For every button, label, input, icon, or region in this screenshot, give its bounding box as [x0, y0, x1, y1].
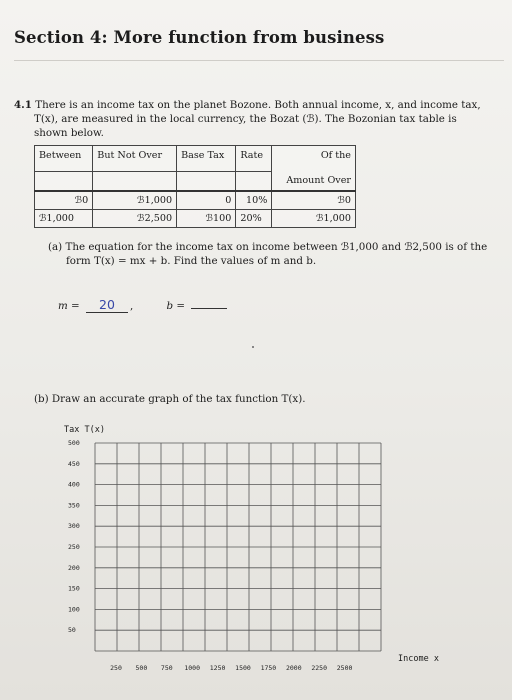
x-tick-label: 1250: [209, 664, 226, 672]
table-cell: ℬ0: [35, 191, 93, 210]
y-tick-label: 300: [68, 522, 80, 531]
x-tick-label: 2000: [285, 664, 302, 672]
x-tick-label: 2250: [311, 664, 328, 672]
question-text-2: T(x), are measured in the local currency, the Bozat (ℬ). The Bozonian tax table is: [34, 113, 457, 125]
y-tick-label: 100: [68, 605, 80, 614]
question-number: 4.1: [14, 99, 32, 111]
table-cell: ℬ0: [272, 191, 356, 210]
x-tick-label: 750: [160, 664, 173, 672]
section-title: Section 4: More function from business: [14, 28, 385, 47]
y-tick-label: 450: [68, 459, 80, 468]
x-axis-label: Income x: [398, 654, 439, 664]
part-b-text: (b) Draw an accurate graph of the tax function T(x).: [34, 393, 306, 405]
table-cell: ℬ100: [177, 210, 236, 228]
table-cell: 0: [177, 191, 236, 210]
question-text-1: There is an income tax on the planet Bozone. Both annual income, x, and income tax,: [35, 99, 481, 111]
y-axis-label: Tax T(x): [64, 425, 105, 435]
b-label: b =: [166, 300, 186, 312]
table-cell: 20%: [236, 210, 272, 228]
part-a-line-2: form T(x) = mx + b. Find the values of m and b.: [66, 255, 317, 267]
y-tick-label: 500: [68, 439, 80, 447]
x-tick-label: 1750: [260, 664, 277, 672]
x-tick-label: 2500: [336, 664, 353, 672]
question-text-3: shown below.: [34, 127, 104, 139]
table-cell: ℬ2,500: [93, 210, 177, 228]
y-tick-label: 400: [68, 480, 80, 489]
header-of-the: Of the: [272, 146, 356, 172]
y-tick-label: 150: [68, 584, 80, 593]
table-cell: ℬ1,000: [272, 210, 356, 228]
m-label: m =: [58, 300, 80, 312]
y-tick-label: 50: [68, 626, 76, 635]
y-tick-label: 200: [68, 563, 80, 572]
header-but-not-over: But Not Over: [93, 146, 177, 172]
header-base-tax: Base Tax: [177, 146, 236, 172]
x-tick-label: 500: [135, 664, 148, 672]
table-cell: ℬ1,000: [35, 210, 93, 228]
table-cell: ℬ1,000: [93, 191, 177, 210]
x-tick-label: 1500: [235, 664, 251, 672]
header-amount-over: Amount Over: [272, 172, 356, 192]
x-tick-label: 250: [110, 664, 122, 672]
answer-row: m = 20 , b =: [58, 297, 227, 313]
y-tick-label: 250: [68, 543, 80, 551]
y-tick-label: 350: [68, 501, 80, 510]
header-between: Between: [35, 146, 93, 172]
table-cell: 10%: [236, 191, 272, 210]
part-a-line-1: (a) The equation for the income tax on income between ℬ1,000 and ℬ2,500 is of the: [48, 241, 488, 253]
header-rate: Rate: [236, 146, 272, 172]
x-tick-label: 1000: [184, 664, 201, 672]
m-answer-field[interactable]: 20: [86, 297, 128, 313]
